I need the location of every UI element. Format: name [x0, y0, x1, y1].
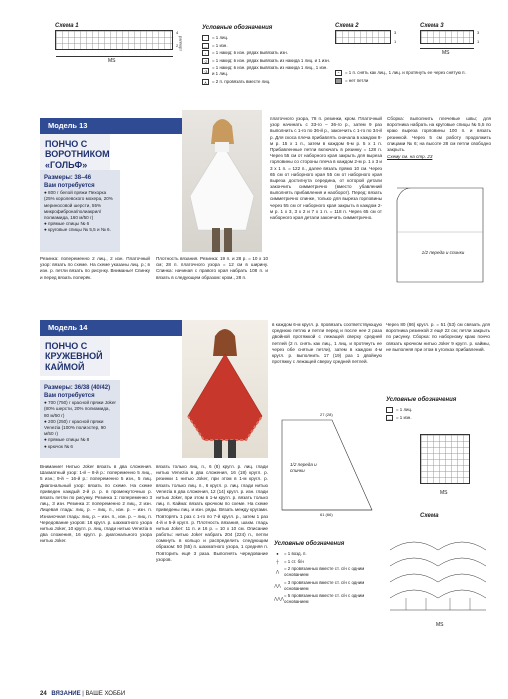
model14-col2: вязать только лиц. п., 6 (8) кругл. р. лиц. глади нитью Venezia в два сложения, 16 (18) кругл. р. резинки 1 нитью Joker, при этом в 1-м кругл. р. вязать только лиц. п., 6 кругл. р. лиц. глади нитью Venezia в два сложения, 12 (14) кругл. р. изн. глади нитью Joker, при этом в 1-м кругл. р. вязать только лиц. п. Кайма: вязать крючком по схеме. На схеме приведены лиц. и изн. ряды. Вязать между кругами. Повторять 1 раз с 1-го по 7-й кругл. р., затем 1 раз 4-й и 5-й кругл. р. Плотность вязания, шахм. гладь нитью Joker: 11 п. и 16 р. = 10 х 10 см. Описание работы: нитью Joker набрать 204 (224) п., петли сомкнуть в кольцо и распределить следующим образом: 50 (55) п. шахматного узора, 1 средняя п. Повторить ещё 3 раза. Выполнять чередование узоров.	[156, 464, 268, 562]
magazine-tagline: | ВАШЕ ХОББИ	[82, 691, 126, 697]
legend-item	[202, 65, 330, 77]
legend-item	[335, 70, 470, 76]
model13-col3: платочного узора, 78 п. резинки, кром. Платочный узор начинать с 33-го – 36-го р., затем 9 раз выполнить с 1-го по 36-й р., закончить с 1-го по 34-й р. Для скоса плеча прибавлять сначала в каждом 8-м р. 15 х 1 п., затем в каждом 6-м р. 5 х 1 п. Прибавленные петли включать в резинку = 128 п. Через 55 см от наборного края закрыть для выреза горловины со стороны плеча в каждом 2-м р. 1 х 3 и 3 х 1 п. = 122 п., далее вязать прямо 10 см. Через 65 см от наборного края 55 см от наборного края выреза достигнута середина, от которой детали закончить симметрично (вместо убавлений выполнять прибавления и наоборот). Перед: вязать симметрично спинке, только для выреза горловины через 55 см от наборного края закрыть в каждом 2-м р. 1 х 3, 3 х 2 и 7 х 1 п. = 118 п. Через 65 см от наборного края детали закончить симметрично.	[270, 116, 382, 220]
schema1-row-4: 4	[176, 30, 179, 35]
legend-text: = 1 возд. п.	[284, 551, 307, 557]
model13-banner: Модель 13	[40, 118, 182, 134]
model14-legend	[274, 540, 382, 607]
legend-symbol: ⋀⋀⋀	[274, 596, 284, 602]
model13-diagram-label: 1/2 переда и спинки	[421, 250, 465, 255]
legend2-title: Условные обозначения	[386, 397, 457, 403]
legend-text: = 1 изн.	[212, 42, 228, 48]
schema1-row-2: 2	[176, 43, 179, 48]
model14-title-box	[40, 336, 110, 376]
legend-symbol: ⌃	[336, 71, 341, 76]
legend-symbol: ⋀⋀	[274, 582, 281, 588]
legend-symbol	[386, 407, 393, 413]
page-number: 24	[40, 691, 47, 697]
legend-item	[202, 58, 330, 64]
legend-symbol	[335, 78, 342, 84]
model13-info-box	[40, 170, 120, 252]
legend-item	[335, 78, 470, 84]
model14-ms-label-bottom: MS	[436, 622, 444, 628]
model14-legend2	[386, 396, 490, 422]
legend-symbol: ⋀	[275, 569, 280, 575]
legend-text: = нет петли	[345, 77, 369, 83]
schema3-grid	[420, 30, 474, 44]
model13-photo	[182, 110, 262, 252]
material-item: ● круговые спицы № 5,5 и № 6.	[44, 227, 111, 233]
model14-crochet-schema	[386, 520, 490, 620]
legend-text: = 1 ст. б/н	[284, 558, 304, 564]
legend-text: = 1 п. снять как лиц., 1 лиц. и протянуть ее через снятую п.	[345, 70, 466, 76]
model13-col4	[387, 116, 491, 161]
model13-size: Размеры: 38–46	[44, 175, 92, 181]
material-item: ● 800 г белой пряжи Пехорка (25% королевского мохера, 20% мериносовой шерсти, 55% микрофиброна/полиакрил/полиамида, 160 м/50 г)	[44, 190, 113, 220]
schema2-grid	[335, 30, 391, 44]
model14-knit-grid	[420, 434, 470, 484]
legend-symbol: ◦3	[203, 69, 208, 75]
schema1-ms-line	[56, 56, 173, 57]
schema1-rapport-label: раппорт	[178, 36, 184, 51]
schema3-ms-label: MS	[442, 50, 450, 56]
legend-symbol: —	[387, 415, 392, 421]
legend-text: = 1 накид: в изн. рядах вывязать из накида 1 лиц. и 1 изн.	[212, 57, 331, 63]
legend-text: = 1 лиц.	[212, 35, 229, 41]
legend-item	[202, 35, 330, 41]
model14-title: ПОНЧО С КРУЖЕВНОЙ КАЙМОЙ	[45, 341, 103, 372]
page-footer	[40, 690, 125, 698]
schema2-title: Схема 2	[335, 23, 359, 29]
legend-item	[274, 551, 382, 557]
model14-dim-bottom: 61 (66)	[320, 512, 333, 517]
schema1-title: Схема 1	[55, 23, 79, 29]
legend-item	[202, 43, 330, 49]
legend-item	[202, 79, 330, 85]
material-item: ● прямые спицы № 6	[44, 221, 90, 227]
model14-dim-top: 27 (28)	[320, 412, 333, 417]
legend-item	[274, 566, 382, 578]
material-item: ● крючок № 6	[44, 443, 73, 449]
schema3-title: Схема 3	[420, 23, 444, 29]
top-legend	[202, 24, 330, 87]
model14-pattern-diagram	[272, 400, 384, 520]
model14-banner: Модель 14	[40, 320, 182, 336]
legend-item	[386, 407, 490, 413]
schema2-row-1: 1	[394, 39, 397, 44]
legend-symbol	[202, 35, 209, 41]
schema3-ms-line	[420, 48, 474, 49]
model14-photo	[182, 320, 268, 458]
model13-pattern-diagram	[387, 170, 491, 300]
schema3-row-1: 1	[477, 39, 480, 44]
legend-symbol: ●	[274, 551, 281, 557]
legend-item	[386, 415, 490, 421]
model13-title-box	[40, 134, 110, 170]
legend-text: = 1 изн.	[396, 414, 412, 420]
material-item: ● прямые спицы № 8	[44, 437, 90, 443]
model13-need: Вам потребуется	[44, 183, 95, 190]
schema1-grid	[55, 30, 173, 50]
model14-schema-title: Схема	[420, 513, 439, 519]
legend-text: = 1 лиц.	[396, 407, 413, 413]
model14-size: Размеры: 36/38 (40/42)	[44, 385, 111, 391]
schema1-ms-label: MS	[108, 58, 116, 64]
model14-col1: Внимание! Нитью Joker вязать в два сложения. Шахматный узор: 1-й – 8-й р.: попеременно 5 лиц., 5 изн.; 9-й – 16-й р.: попеременно 5 изн., 5 лиц. Диагональный узор: вязать по схеме. На схеме приведен каждый 2-й р. р. в промежуточных р. вязать петли по рисунку. Резинка 1: попеременно 3 лиц., 3 изн. Резинка 2: попеременно 2 лиц., 2 изн. Лицевая гладь: лиц. р. – лиц. п., изн. р. – изн. п. Изнаночная гладь: лиц. р. – изн. п., изн. р. – лиц. п. Чередование узоров: 16 кругл. р. шахматного узора нитью Joker, 10 кругл. р. лиц. глади нитью Venezia в два сложения, 16 кругл. р. диагонального узора нитью Joker.	[40, 464, 152, 544]
model13-col4-text: Сборка: выполнить плечевые швы; для воротника набрать на круговые спицы № 5,5 по краю выреза горловины 100 п. и вязать резинкой. Через 5 см работу продолжить спицами № 6; на высоте 28 см петли свободно закрыть.	[387, 116, 491, 152]
schema3-row-3: 3	[477, 30, 480, 35]
schema2-legend	[335, 70, 470, 85]
model13-col2: Плотность вязания. Резинка: 19 п. и 28 р. = 10 х 10 см; 28 п. платочного узора = 12 см в ширину. Спинка: начиная с правого края набрать 108 п. и вязать в следующем образом: кром., 28 п.	[156, 256, 268, 280]
model14-ms-label-top: MS	[440, 490, 448, 496]
legend-item	[202, 50, 330, 56]
magazine-brand: ВЯЗАНИЕ	[51, 691, 81, 697]
top-legend-title: Условные обозначения	[202, 25, 273, 31]
legend-symbol: ∧	[202, 79, 209, 85]
model14-info-box	[40, 380, 120, 458]
model13-title: ПОНЧО С ВОРОТНИКОМ «ГОЛЬФ»	[45, 139, 110, 170]
material-item: ● 700 (750) г красной пряжи Joker (80% шерсти, 20% полиамида, 80 м/50 г)	[44, 400, 116, 418]
model14-diagram-label: 1/2 переда и спинки	[290, 462, 317, 474]
legend-symbol: ◦2	[203, 58, 208, 64]
model14-col3: в каждом 6-м кругл. р. провязать соответствующую среднюю петлю и петли перед и после нее 2 раза двойной протяжкой с лежащей сверху средней петлей (2 п. снять как лиц., 1 лиц. и протянуть ее через обе снятые петли), затем в каждом 4-м кругл. р. выполнить 17 (19) раз 1 двойную протяжку с лежащей сверху средней петлей.	[272, 322, 382, 365]
legend-item	[274, 593, 382, 605]
legend-item	[274, 559, 382, 565]
model14-col4: Через 80 (86) кругл. р. = 51 (53) см связать для воротника резинкой 2 ещё 22 см; петли закрыть по рисунку. Сборка: по наборному краю пончо связать крючком нитью Joker 9 кругл. р. каймы, не выполняя при этом в уголках прибавлений.	[386, 322, 490, 352]
legend-text: = 5 провязанных вместе ст. с/н с одним основанием	[284, 593, 365, 605]
legend-text: = 2 п. провязать вместе лиц.	[212, 78, 271, 84]
legend-symbol: ┼	[274, 559, 281, 565]
schema2-row-3: 3	[394, 30, 397, 35]
legend-item	[274, 580, 382, 592]
model14-legend-title: Условные обозначения	[274, 541, 345, 547]
legend-text: = 3 провязанных вместе ст. с/н с одним основанием	[284, 579, 365, 591]
legend-symbol: —	[203, 43, 208, 49]
material-item: ● 200 (250) г красной пряжи Venezia (100% полиэстер, 90 м/50 г)	[44, 418, 106, 437]
model13-col1: Резинка: попеременно 2 лиц., 2 изн. Платочный узор: вязать по схеме. На схеме указаны лиц. р.; в изн. р. петли вязать по рисунку. Вниманье! Спинку и перед вязать поперёк.	[40, 256, 150, 280]
legend-text: = 1 накид: в изн. рядах вывязать изн.	[212, 50, 288, 56]
model14-need: Вам потребуется	[44, 393, 95, 400]
model13-col4-ref: Схему см. на стр. 23	[387, 154, 433, 160]
legend-text: = 2 провязанных вместе ст. с/н с одним основанием	[284, 566, 365, 578]
legend-symbol: ◦	[202, 50, 209, 56]
legend-text: = 1 накид: в изн. рядах вывязать из накида 1 лиц., 1 изн. и 1 лиц.	[212, 65, 328, 77]
